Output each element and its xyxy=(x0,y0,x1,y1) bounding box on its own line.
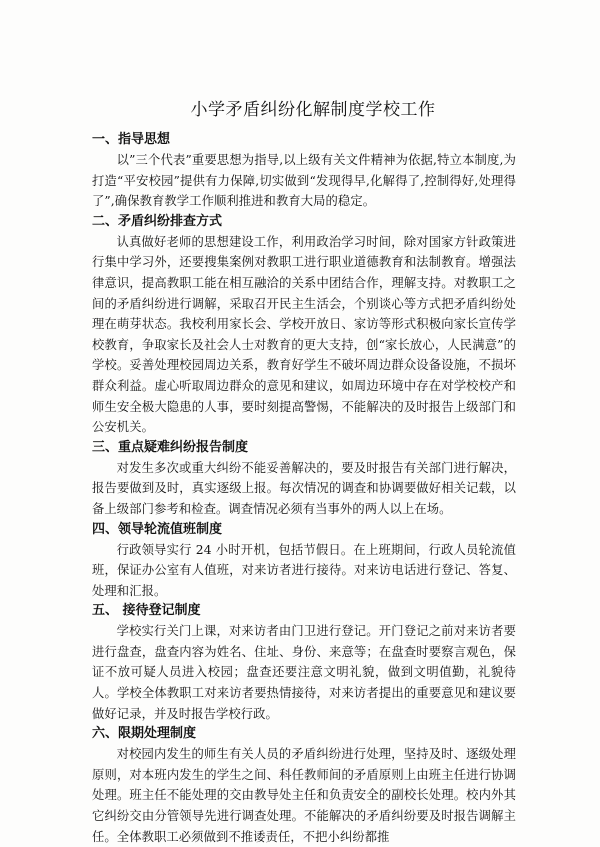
section-heading: 四、领导轮流值班制度 xyxy=(92,521,223,537)
section-guiding-ideology xyxy=(92,130,516,212)
section-heading: 三、重点疑难纠纷报告制度 xyxy=(92,439,249,455)
section-difficult-dispute-reporting xyxy=(92,438,516,520)
section-heading: 五、 接待登记制度 xyxy=(92,603,201,619)
section-body: 认真做好老师的思想建设工作，利用政治学习时间，除对国家方针政策进行集中学习外，还要搜集案例对教职工进行职业道德教育和法制教育。增强法律意识，提高教职工能在相互融洽的关系中团结合作，理解支持。对教职工之间的矛盾纠纷进行调解，采取召开民主生活会，个别谈心等方式把矛盾纠纷处理在萌芽状态。我校利用家长会、学校开放日、家访等形式积极向家长宣传学校教育，争取家长及社会人士对教育的更大支持，创“家长放心，人民满意”的学校。妥善处理校园周边关系，教育好学生不破坏周边群众设备设施，不损坏群众利益。虚心听取周边群众的意见和建议，如周边环境中存在对学校校产和师生安全极大隐患的人事，要时刻提高警惕，不能解决的及时报告上级部门和公安机关。 xyxy=(92,234,516,435)
section-body: 对发生多次或重大纠纷不能妥善解决的，要及时报告有关部门进行解决，报告要做到及时，真实逐级上报。每次情况的调查和协调要做好相关记载，以备上级部门参考和检查。调查情况必须有当事外的两人以上在场。 xyxy=(92,460,516,516)
section-heading: 一、指导思想 xyxy=(92,132,171,147)
section-deadline-handling xyxy=(92,724,516,847)
section-heading: 二、矛盾纠纷排查方式 xyxy=(92,213,223,229)
section-heading: 六、限期处理制度 xyxy=(92,726,197,742)
section-dispute-screening xyxy=(92,212,516,438)
section-visitor-registration xyxy=(92,601,516,724)
section-body: 以”三个代表”重要思想为指导,以上级有关文件精神为依据,特立本制度,为打造“平安校园”提供有力保障,切实做到“发现得早,化解得了,控制得好,处理得了”,确保教育教学工作顺利推进和教育大局的稳定。 xyxy=(92,153,516,209)
section-body: 行政领导实行 24 小时开机，包括节假日。在上班期间，行政人员轮流值班，保证办公室有人值班，对来访者进行接待。对来访电话进行登记、答复、处理和汇报。 xyxy=(92,542,516,598)
section-leader-duty-rotation xyxy=(92,520,516,602)
section-body: 对校园内发生的师生有关人员的矛盾纠纷进行处理，坚持及时、逐级处理原则，对本班内发生的学生之间、科任教师间的矛盾原则上由班主任进行协调处理。班主任不能处理的交由教导处主任和负责安全的副校长处理。校内外其它纠纷交由分管领导先进行调查处理。不能解决的矛盾纠纷要及时报告调解主任。全体教职工必须做到不推诿责任，不把小纠纷都推 xyxy=(92,747,516,844)
document-title: 小学矛盾纠纷化解制度学校工作 xyxy=(190,100,436,120)
section-body: 学校实行关门上课，对来访者由门卫进行登记。开门登记之前对来访者要进行盘查，盘查内容为姓名、住址、身份、来意等；在盘查时要察言观色，保证不放可疑人员进入校园；盘查还要注意文明礼貌，做到文明值勤，礼貌待人。学校全体教职工对来访者要热情接待，对来访者提出的重要意见和建议要做好记录，并及时报告学校行政。 xyxy=(92,624,516,721)
